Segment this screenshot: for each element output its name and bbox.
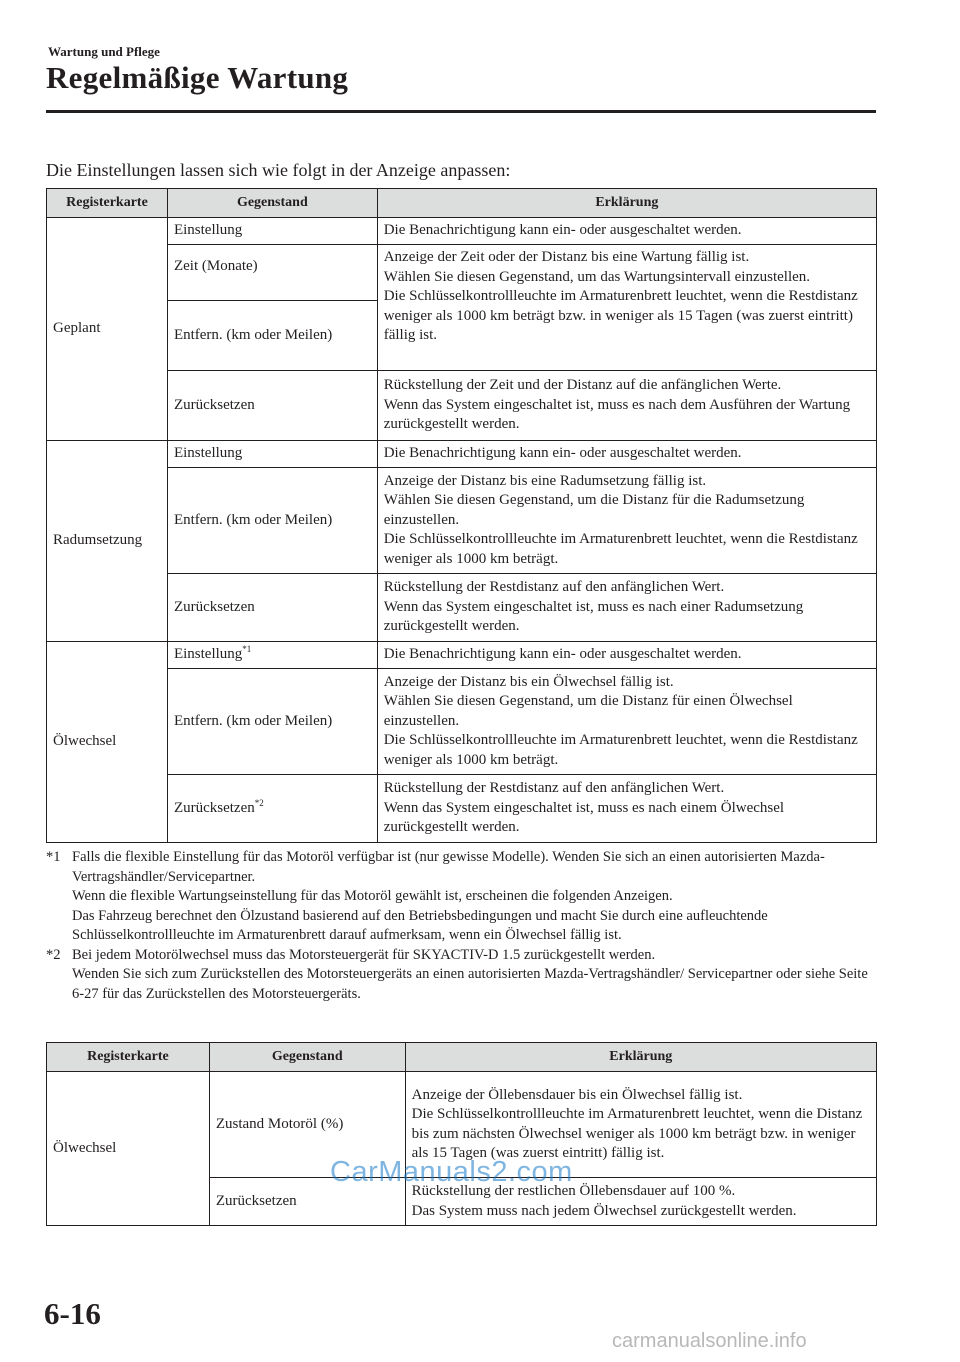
table-row: [47, 245, 877, 301]
footnote-line: Bei jedem Motorölwechsel muss das Motorsteuergerät für SKYACTIV-D 1.5 zurückgestellt werden.: [72, 946, 656, 963]
explanation-line: Anzeige der Distanz bis eine Radumsetzung fällig ist.: [383, 472, 707, 489]
watermark-footer: carmanualsonline.info: [612, 1330, 807, 1352]
explanation-line: Rückstellung der Zeit und der Distanz auf die anfänglichen Werte.: [383, 377, 782, 394]
explanation-line: Anzeige der Distanz bis ein Ölwechsel fällig ist.: [383, 673, 674, 690]
tab-geplant: Geplant: [47, 218, 168, 441]
table-row: [47, 218, 877, 245]
footnotes: [46, 848, 876, 1004]
explanation: Die Benachrichtigung kann ein- oder ausgeschaltet werden.: [377, 218, 876, 245]
header-gegenstand: Gegenstand: [209, 1043, 405, 1072]
section-label: Wartung und Pflege: [48, 44, 160, 59]
explanation-line: Rückstellung der Restdistanz auf den anfänglichen Wert.: [383, 579, 725, 596]
table-row: [47, 468, 877, 574]
item-einstellung: Einstellung: [167, 441, 377, 468]
intro-text: Die Einstellungen lassen sich wie folgt in der Anzeige anpassen:: [46, 160, 511, 180]
explanation-line: Wenn das System eingeschaltet ist, muss es nach dem Ausführen der Wartung zurückgestellt werden.: [383, 396, 851, 433]
explanation-line: Wählen Sie diesen Gegenstand, um die Distanz für einen Ölwechsel einzustellen.: [383, 693, 793, 729]
explanation: [377, 775, 876, 843]
footnote-line: Falls die flexible Einstellung für das Motoröl verfügbar ist (nur gewisse Modelle). Wenden Sie sich an einen autorisierten Mazda-Vertragshändler/Servicepartner.: [72, 849, 825, 885]
item-label: Einstellung: [173, 646, 243, 663]
item-zeit: Zeit (Monate): [167, 245, 377, 301]
footnote-mark: *2: [46, 946, 61, 963]
explanation: [377, 245, 876, 371]
item-zuruecksetzen: Zurücksetzen: [167, 574, 377, 642]
footnote-line: Das Fahrzeug berechnet den Ölzustand basierend auf den Betriebsbedingungen und macht Sie durch eine aufleuchtende Schlüsselkontrollleuchte im Armaturenbrett darauf aufmerksam, wenn ein Ölwechsel fällig ist.: [72, 907, 768, 943]
settings-table: [46, 188, 877, 843]
footnote-ref: *1: [242, 644, 252, 655]
header-erklaerung: Erklärung: [377, 189, 876, 218]
table-row: [47, 441, 877, 468]
explanation-line: Die Schlüsselkontrollleuchte im Armaturenbrett leuchtet, wenn die Distanz bis zum nächsten Ölwechsel weniger als 1000 km beträgt bzw. in weniger als 15 Tagen (was zuerst eintritt) fällig ist.: [411, 1106, 863, 1161]
item-zuruecksetzen: Zurücksetzen: [167, 371, 377, 441]
explanation-line: Die Schlüsselkontrollleuchte im Armaturenbrett leuchtet, wenn die Restdistanz weniger als 1000 km beträgt.: [383, 732, 858, 768]
explanation-line: Anzeige der Öllebensdauer bis ein Ölwechsel fällig ist.: [411, 1086, 743, 1103]
explanation-line: Das System muss nach jedem Ölwechsel zurückgestellt werden.: [411, 1202, 797, 1219]
explanation-line: Die Schlüsselkontrollleuchte im Armaturenbrett leuchtet, wenn die Restdistanz weniger als 1000 km beträgt bzw. in weniger als 15 Tagen (was zuerst eintritt) fällig ist.: [383, 288, 858, 343]
footnote: [46, 946, 876, 1005]
explanation-line: Rückstellung der restlichen Öllebensdauer auf 100 %.: [411, 1183, 736, 1199]
item-entfern: Entfern. (km oder Meilen): [167, 301, 377, 371]
page-title: Regelmäßige Wartung: [46, 60, 349, 95]
explanation: [377, 574, 876, 642]
footnote-ref: *2: [254, 797, 264, 808]
explanation-line: Wählen Sie diesen Gegenstand, um das Wartungsintervall einzustellen.: [383, 268, 811, 285]
explanation-line: Wenn das System eingeschaltet ist, muss es nach einer Radumsetzung zurückgestellt werden.: [383, 598, 804, 635]
item-entfern: Entfern. (km oder Meilen): [167, 669, 377, 775]
table-header-row: [47, 1043, 877, 1072]
explanation-line: Die Schlüsselkontrollleuchte im Armaturenbrett leuchtet, wenn die Restdistanz weniger als 1000 km beträgt.: [383, 531, 858, 567]
oil-table: [46, 1042, 877, 1226]
explanation: [377, 669, 876, 775]
footnote: [46, 848, 876, 946]
table-row: [47, 642, 877, 669]
header-gegenstand: Gegenstand: [167, 189, 377, 218]
item-einstellung: Einstellung: [167, 218, 377, 245]
explanation-line: Wenn das System eingeschaltet ist, muss es nach einem Ölwechsel zurückgestellt werden.: [383, 799, 785, 836]
watermark-overlay: CarManuals2.com: [330, 1156, 573, 1188]
tab-oelwechsel: Ölwechsel: [47, 642, 168, 843]
explanation: [377, 468, 876, 574]
header-registerkarte: Registerkarte: [47, 189, 168, 218]
header-erklaerung: Erklärung: [405, 1043, 876, 1072]
item-einstellung: [167, 642, 377, 669]
explanation-line: Rückstellung der Restdistanz auf den anfänglichen Wert.: [383, 780, 725, 797]
table-row: [47, 775, 877, 843]
footnote-line: Wenden Sie sich zum Zurückstellen des Motorsteuergeräts an einen autorisierten Mazda-Vertragshändler/ Servicepartner oder siehe Seite 6-27 für das Zurückstellen des Motorsteuergeräts.: [72, 966, 868, 1002]
footnote-mark: *1: [46, 849, 61, 865]
item-zuruecksetzen: [167, 775, 377, 843]
tab-radumsetzung: Radumsetzung: [47, 441, 168, 642]
table-header-row: [47, 189, 877, 218]
item-zuruecksetzen: Zurücksetzen: [209, 1178, 405, 1226]
table-row: [47, 574, 877, 642]
item-zustand: Zustand Motoröl (%): [209, 1072, 405, 1178]
explanation-line: Wählen Sie diesen Gegenstand, um die Distanz für die Radumsetzung einzustellen.: [383, 492, 805, 528]
item-label: Zurücksetzen: [173, 799, 255, 816]
item-entfern: Entfern. (km oder Meilen): [167, 468, 377, 574]
explanation: Die Benachrichtigung kann ein- oder ausgeschaltet werden.: [377, 642, 876, 669]
explanation: [377, 371, 876, 441]
header-registerkarte: Registerkarte: [47, 1043, 210, 1072]
explanation: Die Benachrichtigung kann ein- oder ausgeschaltet werden.: [377, 441, 876, 468]
title-divider: [46, 110, 876, 113]
table-row: [47, 371, 877, 441]
table-row: [47, 669, 877, 775]
tab-oelwechsel: Ölwechsel: [47, 1072, 210, 1226]
page-number: 6-16: [44, 1296, 101, 1331]
footnote-line: Wenn die flexible Wartungseinstellung für das Motoröl gewählt ist, erscheinen die folgenden Anzeigen.: [72, 888, 673, 904]
explanation-line: Anzeige der Zeit oder der Distanz bis eine Wartung fällig ist.: [383, 249, 750, 265]
